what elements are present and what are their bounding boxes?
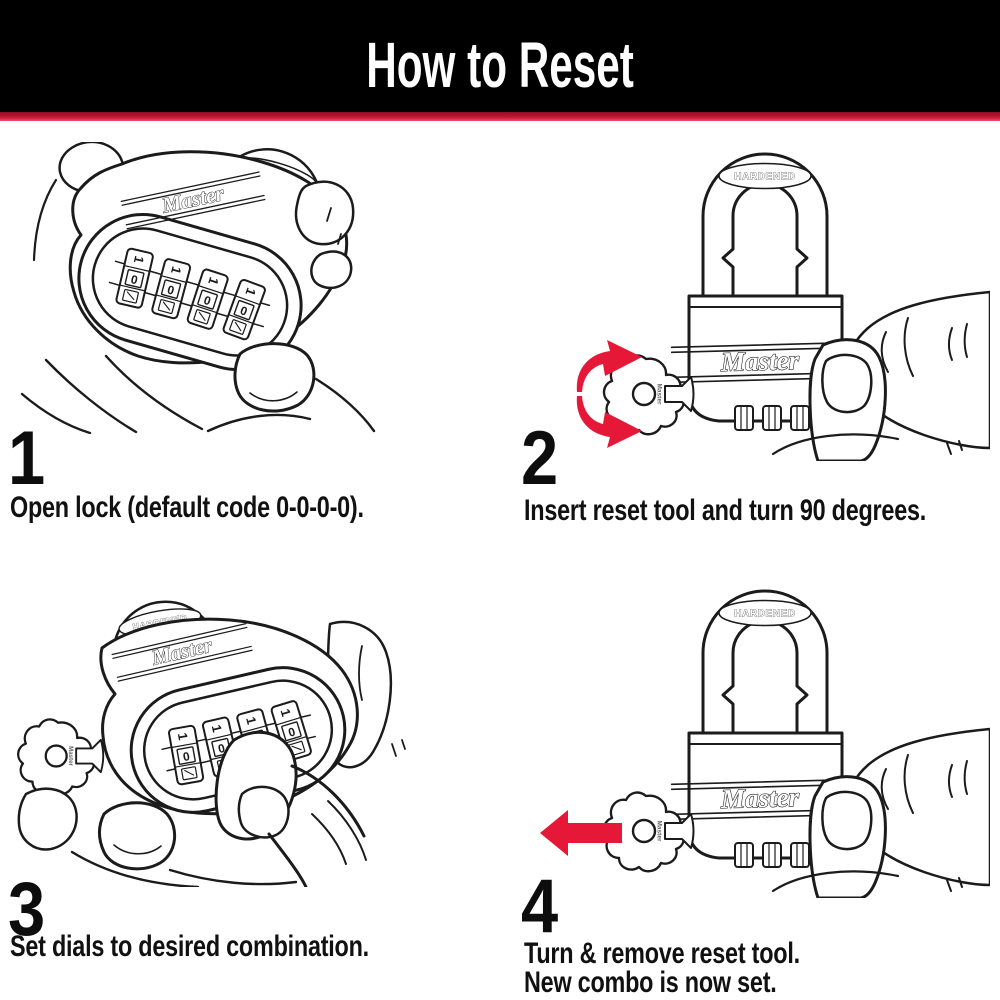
step-1-caption: Open lock (default code 0-0-0-0). [10,491,364,524]
step-4-caption-line-2: New combo is now set. [524,966,777,999]
page-title: How to Reset [366,29,634,101]
step-2-caption: Insert reset tool and turn 90 degrees. [524,494,927,527]
step-1-illustration [10,142,470,434]
header-red-stripe [0,112,1000,121]
step-4-caption-line-1: Turn & remove reset tool. [524,937,800,970]
step-4-number: 4 [521,864,559,949]
step-3-caption: Set dials to desired combination. [10,930,369,963]
step-1-number: 1 [8,416,46,501]
step-2-illustration [520,146,990,461]
step-3-number: 3 [8,867,46,952]
step-2-number: 2 [521,416,559,501]
header-banner [0,0,1000,112]
step-3-illustration [10,582,470,887]
step-4-illustration [520,583,990,898]
